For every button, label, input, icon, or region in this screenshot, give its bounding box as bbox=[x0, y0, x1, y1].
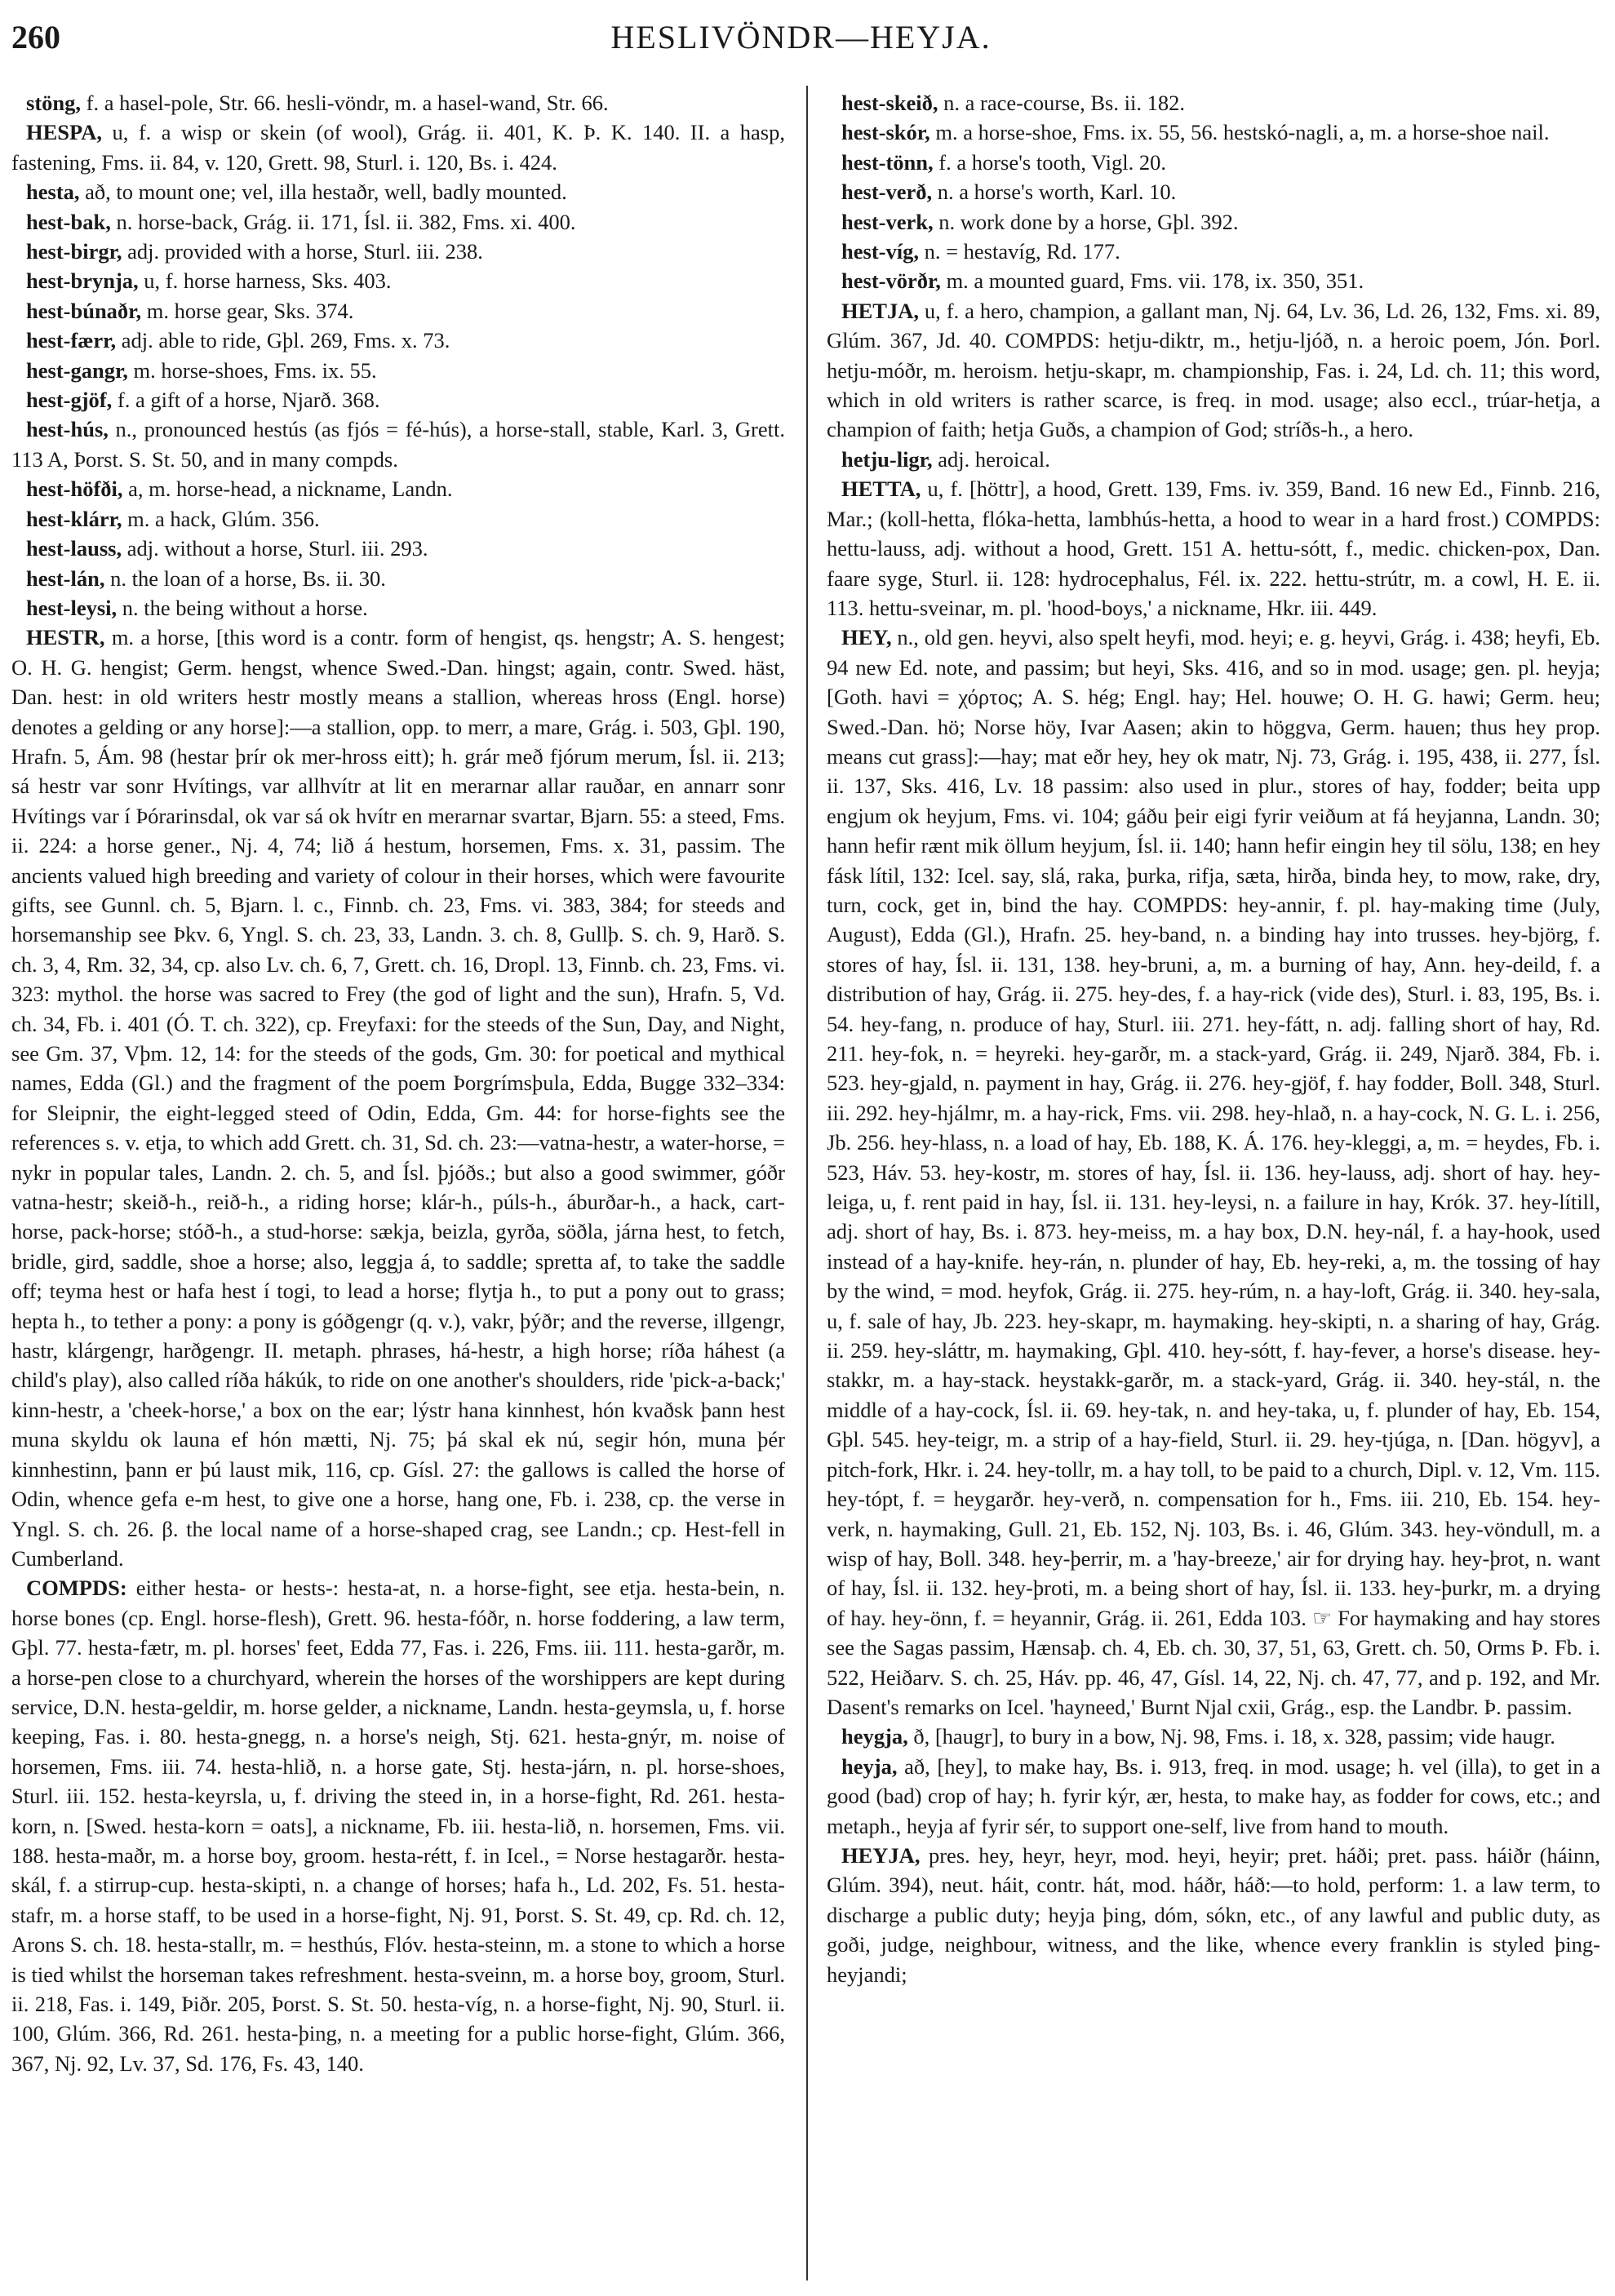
headword: hest-bak, bbox=[26, 209, 111, 234]
dictionary-entry bbox=[11, 266, 785, 295]
dictionary-entry bbox=[11, 385, 785, 414]
dictionary-entry bbox=[11, 296, 785, 326]
headword: heyja, bbox=[841, 1753, 898, 1779]
headword: hest-gjöf, bbox=[26, 388, 113, 413]
headword: hest-hús, bbox=[26, 417, 109, 442]
headword: hest-tönn, bbox=[841, 149, 934, 175]
headword: hest-leysi, bbox=[26, 595, 118, 620]
entry-text: a, m. horse-head, a nickname, Landn. bbox=[122, 476, 453, 502]
entry-text: f. a horse's tooth, Vigl. 20. bbox=[933, 149, 1166, 175]
dictionary-entry bbox=[827, 117, 1600, 147]
entry-text: pres. hey, heyr, heyr, mod. heyi, heyir; pret. háði; pret. pass. háiðr (háinn, Glúm. 394), neut. háit, contr. hát, mod. háðr, háð:—to hold, perform: 1. a law term, to discharge a public duty; heyja þing, dóm, sókn, etc., of any lawful and public duty, as goði, judge, neighbour, witness, and the like, whence every franklin is styled þing-heyjandi; bbox=[827, 1842, 1600, 1987]
entry-text: m. horse-shoes, Fms. ix. 55. bbox=[127, 357, 377, 383]
headword: HETTA, bbox=[841, 476, 921, 502]
entry-text: adj. heroical. bbox=[932, 446, 1050, 472]
dictionary-entry bbox=[11, 326, 785, 355]
entry-text: m. horse gear, Sks. 374. bbox=[141, 298, 354, 323]
headword: stöng, bbox=[26, 91, 82, 115]
headword: hetju-ligr, bbox=[841, 446, 933, 472]
entry-text: f. a hasel-pole, Str. 66. hesli-vöndr, m. a hasel-wand, Str. 66. bbox=[81, 91, 609, 115]
dictionary-entry bbox=[11, 237, 785, 266]
headword: HESPA, bbox=[26, 120, 103, 145]
entry-text: u, f. a hero, champion, a gallant man, Nj. 64, Lv. 36, Ld. 26, 132, Fms. xi. 89, Glúm. 367, Jd. 40. COMPDS: hetju-diktr, m., hetju-ljóð, n. a heroic poem, Jón. Þorl. hetju-móðr, m. heroism. hetju-skapr, m. championship, Fas. i. 24, Ld. ch. 11; this word, which in old writers is rather scarce, is freq. in mod. usage; also eccl., trúar-hetja, a champion of faith; hetja Guðs, a champion of God; stríðs-h., a hero. bbox=[827, 298, 1600, 442]
entry-text: n., old gen. heyvi, also spelt heyfi, mod. heyi; e. g. heyvi, Grág. i. 438; heyfi, Eb. 94 new Ed. note, and passim; but heyi, Sks. 416, and so in mod. usage; gen. pl. heyja; [Goth. havi = χόρτος; A. S. hég; Engl. hay; Hel. houwe; O. H. G. hawi; Germ. heu; Swed.-Dan. hö; Norse höy, Ivar Aasen; akin to höggva, Germ. hauen; thus hey prop. means cut grass]:—hay; mat eðr hey, hey ok matr, Nj. 73, Grág. i. 195, 438, ii. 277, Ísl. ii. 137, Sks. 416, Lv. 18 passim: also used in plur., stores of hay, fodder; beita upp engjum ok heyjum, Fms. vi. 104; gáðu þeir eigi fyrir veiðum at fá heyjanna, Landn. 30; hann hefir rænt mik öllum heyjum, Ísl. ii. 140; hann hefir eingin hey til sölu, 138; en hey fásk lítil, 132: Icel. say, slá, raka, þurka, rifja, sæta, hirða, binda hey, to mow, rake, dry, turn, cock, get in, bind the hay. COMPDS: hey-annir, f. pl. hay-making time (July, August), Edda (Gl.), Hrafn. 25. hey-band, n. a binding hay into trusses. hey-björg, f. stores of hay, Ísl. ii. 131, 138. hey-bruni, a, m. a burning of hay, Ann. hey-deild, f. a distribution of hay, Grág. ii. 275. hey-des, f. a hay-rick (vide des), Sturl. i. 83, 195, Bs. i. 54. hey-fang, n. produce of hay, Sturl. iii. 271. hey-fátt, n. adj. falling short of hay, Rd. 211. hey-fok, n. = heyreki. hey-garðr, m. a stack-yard, Grág. ii. 249, Njarð. 384, Fb. i. 523. hey-gjald, n. payment in hay, Grág. ii. 276. hey-gjöf, f. hay fodder, Boll. 348, Sturl. iii. 292. hey-hjálmr, m. a hay-rick, Fms. vii. 298. hey-hlað, n. a hay-cock, N. G. L. i. 256, Jb. 256. hey-hlass, n. a load of hay, Eb. 188, K. Á. 176. hey-kleggi, a, m. = heydes, Fb. i. 523, Háv. 53. hey-kostr, m. stores of hay, Ísl. ii. 136. hey-lauss, adj. short of hay. hey-leiga, u, f. rent paid in hay, Ísl. ii. 131. hey-leysi, n. a failure in hay, Krók. 37. hey-lítill, adj. short of hay, Bs. i. 873. hey-meiss, m. a hay box, D.N. hey-nál, f. a hay-hook, used instead of a hay-knife. hey-rán, n. plunder of hay, Eb. hey-reki, a, m. the tossing of hay by the wind, = mod. heyfok, Grág. ii. 275. hey-rúm, n. a hay-loft, Grág. ii. 340. hey-sala, u, f. sale of hay, Jb. 223. hey-skapr, m. haymaking. hey-skipti, n. a sharing of hay, Grág. ii. 259. hey-sláttr, m. haymaking, Gþl. 410. hey-sótt, f. hay-fever, a horse's disease. hey-stakkr, m. a hay-stack. heystakk-garðr, m. a stack-yard, Grág. ii. 340. hey-stál, n. the middle of a hay-cock, Ísl. ii. 69. hey-tak, n. and hey-taka, u, f. plunder of hay, Eb. 154, Gþl. 545. hey-teigr, m. a strip of a hay-field, Sturl. ii. 29. hey-tjúga, n. [Dan. högyv], a pitch-fork, Hkr. i. 24. hey-tollr, m. a hay toll, to be paid to a church, Dipl. v. 12, Vm. 115. hey-tópt, f. = heygarðr. hey-verð, n. compensation for h., Fms. iii. 210, Eb. 154. hey-verk, n. haymaking, Gull. 21, Eb. 152, Nj. 103, Bs. i. 46, Glúm. 343. hey-vöndull, m. a wisp of hay, Boll. 348. hey-þerrir, m. a 'hay-breeze,' air for drying hay. hey-þrot, n. want of hay, Ísl. ii. 132. hey-þroti, m. a being short of hay, Ísl. ii. 133. hey-þurkr, m. a drying of hay. hey-önn, f. = heyannir, Grág. ii. 261, Edda 103. ☞ For haymaking and hay stores see the Sagas passim, Hænsaþ. ch. 4, Eb. ch. 30, 37, 51, 63, Grett. ch. 50, Orms Þ. Fb. i. 522, Heiðarv. S. ch. 25, Háv. pp. 46, 47, Gísl. 14, 22, Nj. ch. 47, 77, and p. 192, and Mr. Dasent's remarks on Icel. 'hayneed,' Burnt Njal cxii, Grág., esp. the Landbr. Þ. passim. bbox=[827, 625, 1600, 1719]
dictionary-entry bbox=[11, 1573, 785, 2078]
column-divider bbox=[806, 86, 808, 2280]
entry-text: f. a gift of a horse, Njarð. 368. bbox=[112, 388, 380, 413]
dictionary-entry bbox=[827, 177, 1600, 206]
headword: hest-brynja, bbox=[26, 268, 139, 294]
entry-text: n. a horse's worth, Karl. 10. bbox=[932, 180, 1177, 205]
headword: hest-birgr, bbox=[26, 239, 122, 264]
left-column bbox=[11, 88, 785, 2078]
headword: hest-verk, bbox=[841, 209, 934, 234]
headword: hest-höfði, bbox=[26, 476, 123, 502]
headword: hest-skeið, bbox=[841, 91, 938, 115]
entry-text: n., pronounced hestús (as fjós = fé-hús), a horse-stall, stable, Karl. 3, Grett. 113 A, Þorst. S. St. 50, and in many compds. bbox=[11, 417, 785, 472]
headword: hest-klárr, bbox=[26, 506, 122, 531]
dictionary-entry bbox=[11, 593, 785, 623]
entry-text: u, f. a wisp or skein (of wool), Grág. ii. 401, K. Þ. K. 140. II. a hasp, fastening, Fms. ii. 84, v. 120, Grett. 98, Sturl. i. 120, Bs. i. 424. bbox=[11, 120, 785, 175]
dictionary-entry bbox=[827, 296, 1600, 445]
dictionary-entry bbox=[827, 1752, 1600, 1841]
dictionary-entry bbox=[827, 445, 1600, 474]
right-column bbox=[827, 88, 1600, 1989]
dictionary-entry bbox=[827, 474, 1600, 623]
entry-text: m. a hack, Glúm. 356. bbox=[122, 506, 320, 531]
entry-text: m. a mounted guard, Fms. vii. 178, ix. 350, 351. bbox=[940, 268, 1364, 294]
dictionary-entry bbox=[827, 88, 1600, 117]
dictionary-entry bbox=[11, 117, 785, 177]
dictionary-entry bbox=[827, 1841, 1600, 1989]
headword: HESTR, bbox=[26, 625, 105, 650]
headword: heygja, bbox=[841, 1724, 908, 1749]
entry-text: adj. provided with a horse, Sturl. iii. 238. bbox=[122, 239, 483, 264]
headword: hest-lauss, bbox=[26, 536, 122, 561]
entry-text: m. a horse, [this word is a contr. form of hengist, qs. hengstr; A. S. hengest; O. H. G. hengist; Germ. hengst, whence Swed.-Dan. hingst; again, contr. Swed. häst, Dan. hest: in old writers hestr mostly means a stallion, whereas hross (Engl. horse) denotes a gelding or any horse]:—a stallion, opp. to merr, a mare, Grág. i. 503, Gþl. 190, Hrafn. 5, Ám. 98 (hestar þrír ok mer-hross eitt); h. grár með fjórum merum, Ísl. ii. 213; sá hestr var sonr Hvítings, var allhvítr at lit en merarnar allar rauðar, en annarr sonr Hvítings var í Þórarinsdal, ok var sá ok hvítr en merarnar svartar, Bjarn. 55: a steed, Fms. ii. 224: a horse gener., Nj. 4, 74; lið á hestum, horsemen, Fms. x. 31, passim. The ancients valued high breeding and variety of colour in their horses, which were favourite gifts, see Gunnl. ch. 5, Bjarn. l. c., Finnb. ch. 23, Fms. vi. 383, 384; for steeds and horsemanship see Þkv. 6, Yngl. S. ch. 23, 33, Landn. 3. ch. 8, Gullþ. S. ch. 9, Harð. S. ch. 3, 4, Rm. 32, 34, cp. also Lv. ch. 6, 7, Grett. ch. 16, Dropl. 13, Finnb. ch. 23, Fms. vi. 323: mythol. the horse was sacred to Frey (the god of light and the sun), Hrafn. 5, Vd. ch. 34, Fb. i. 401 (Ó. T. ch. 322), cp. Freyfaxi: for the steeds of the Sun, Day, and Night, see Gm. 37, Vþm. 12, 14: for the steeds of the gods, Gm. 30: for poetical and mythical names, Edda (Gl.) and the fragment of the poem Þorgrímsþula, Edda, Bugge 332–334: for Sleipnir, the eight-legged steed of Odin, Edda, Gm. 44: for horse-fights see the references s. v. etja, to which add Grett. ch. 31, Sd. ch. 23:—vatna-hestr, a water-horse, = nykr in popular tales, Landn. 2. ch. 5, and Ísl. þjóðs.; but also a good swimmer, góðr vatna-hestr; skeið-h., reið-h., a riding horse; klár-h., púls-h., áburðar-h., a hack, cart-horse, pack-horse; stóð-h., a stud-horse: sækja, beizla, gyrða, söðla, járna hest, to fetch, bridle, gird, saddle, shoe a horse; also, leggja á, to saddle; spretta af, to take the saddle off; teyma hest or hafa hest í togi, to lead a horse; flytja h., to put a pony out to grass; hepta h., to tether a pony: a pony is góðgengr (q. v.), vakr, þýðr; and the reverse, illgengr, hastr, klárgengr, harðgengr. II. metaph. phrases, há-hestr, a high horse; ríða háhest (a child's play), also called ríða hákúk, to ride on one another's shoulders, ride 'pick-a-back;' kinn-hestr, a 'cheek-horse,' a box on the ear; lýstr hana kinnhest, hón kvaðsk þann hest muna skyldu ok launa ef hón mætti, Nj. 75; þá skal ek nú, segir hón, muna þér kinnhestinn, þann er þú laust mik, 116, cp. Gísl. 27: the gallows is called the horse of Odin, whence gefa e-m hest, to give one a horse, hang one, Fb. i. 238, cp. the verse in Yngl. S. ch. 26. β. the local name of a horse-shaped crag, see Landn.; cp. Hest-fell in Cumberland. bbox=[11, 625, 785, 1571]
headword: hest-víg, bbox=[841, 239, 919, 264]
running-title: HESLIVÖNDR—HEYJA. bbox=[610, 19, 992, 55]
headword: hest-gangr, bbox=[26, 357, 128, 383]
headword: hest-búnaðr, bbox=[26, 298, 142, 323]
entry-text: n. the being without a horse. bbox=[117, 595, 368, 620]
entry-text: að, to mount one; vel, illa hestaðr, well, badly mounted. bbox=[79, 180, 567, 205]
dictionary-entry bbox=[827, 237, 1600, 266]
entry-text: n. work done by a horse, Gþl. 392. bbox=[933, 209, 1239, 234]
entry-text: u, f. horse harness, Sks. 403. bbox=[138, 268, 392, 294]
dictionary-entry bbox=[11, 504, 785, 534]
dictionary-entry bbox=[827, 1722, 1600, 1751]
page-header bbox=[11, 18, 1591, 67]
dictionary-entry bbox=[827, 266, 1600, 295]
dictionary-entry bbox=[827, 623, 1600, 1722]
headword: HEY, bbox=[841, 625, 892, 650]
headword: hest-vörðr, bbox=[841, 268, 941, 294]
dictionary-entry bbox=[11, 356, 785, 385]
dictionary-entry bbox=[11, 88, 785, 117]
entry-text: m. a horse-shoe, Fms. ix. 55, 56. hestskó-nagli, a, m. a horse-shoe nail. bbox=[930, 120, 1550, 145]
entry-text: u, f. [höttr], a hood, Grett. 139, Fms. iv. 359, Band. 16 new Ed., Finnb. 216, Mar.; (koll-hetta, flóka-hetta, lambhús-hetta, a hood to wear in a hard frost.) COMPDS: hettu-lauss, adj. without a hood, Grett. 151 A. hettu-sótt, f., medic. chicken-pox, Dan. faare syge, Sturl. ii. 128: hydrocephalus, Fél. ix. 222. hettu-strútr, m. a cowl, H. E. ii. 113. hettu-sveinar, m. pl. 'hood-boys,' a nickname, Hkr. iii. 449. bbox=[827, 476, 1600, 620]
dictionary-entry bbox=[11, 534, 785, 563]
entry-text: n. = hestavíg, Rd. 177. bbox=[918, 239, 1120, 264]
entry-text: adj. able to ride, Gþl. 269, Fms. x. 73. bbox=[116, 328, 450, 353]
entry-text: ð, [haugr], to bury in a bow, Nj. 98, Fms. i. 18, x. 328, passim; vide haugr. bbox=[907, 1724, 1555, 1749]
page-number: 260 bbox=[11, 19, 60, 55]
entry-text: n. the loan of a horse, Bs. ii. 30. bbox=[104, 565, 386, 591]
headword: HETJA, bbox=[841, 298, 919, 323]
headword: hest-færr, bbox=[26, 328, 117, 353]
headword: hest-skór, bbox=[841, 120, 930, 145]
entry-text: either hesta- or hests-: hesta-at, n. a horse-fight, see etja. hesta-bein, n. horse bones (cp. Engl. horse-flesh), Grett. 96. hesta-fóðr, n. horse foddering, a law term, Gþl. 77. hesta-fætr, m. pl. horses' feet, Edda 77, Fas. i. 226, Fms. iii. 111. hesta-garðr, m. a horse-pen close to a churchyard, wherein the horses of the worshippers are kept during service, D.N. hesta-geldir, m. horse gelder, a nickname, Landn. hesta-geymsla, u, f. horse keeping, Fas. i. 80. hesta-gnegg, n. a horse's neigh, Stj. 621. hesta-gnýr, m. noise of horsemen, Fms. iii. 74. hesta-hlið, n. a horse gate, Stj. hesta-járn, n. pl. horse-shoes, Sturl. iii. 152. hesta-keyrsla, u, f. driving the steed in, in a horse-fight, Rd. 261. hesta-korn, n. [Swed. hesta-korn = oats], a nickname, Fb. iii. hesta-lið, n. horsemen, Fms. vii. 188. hesta-maðr, m. a horse boy, groom. hesta-rétt, f. in Icel., = Norse hestagarðr. hesta-skál, f. a stirrup-cup. hesta-skipti, n. a change of horses; hafa h., Ld. 202, Fs. 51. hesta-stafr, m. a horse staff, to be used in a horse-fight, Nj. 91, Þorst. S. St. 49, cp. Rd. ch. 12, Arons S. ch. 18. hesta-stallr, m. = hesthús, Flóv. hesta-steinn, m. a stone to which a horse is tied whilst the horseman takes refreshment. hesta-sveinn, m. a horse boy, groom, Sturl. ii. 218, Fas. i. 149, Þiðr. 205, Þorst. S. St. 50. hesta-víg, n. a horse-fight, Nj. 90, Sturl. ii. 100, Glúm. 366, Rd. 261. hesta-þing, n. a meeting for a public horse-fight, Glúm. 366, 367, Nj. 92, Lv. 37, Sd. 176, Fs. 43, 140. bbox=[11, 1576, 785, 2076]
headword: hest-verð, bbox=[841, 180, 933, 205]
dictionary-entry bbox=[827, 207, 1600, 237]
dictionary-entry bbox=[11, 207, 785, 237]
entry-text: að, [hey], to make hay, Bs. i. 913, freq. in mod. usage; h. vel (illa), to get in a good (bad) crop of hay; h. fyrir kýr, ær, hesta, to make hay, as fodder for cows, etc.; and metaph., heyja af fyrir sér, to support one-self, live from hand to mouth. bbox=[827, 1753, 1600, 1838]
headword: hesta, bbox=[26, 180, 80, 205]
dictionary-entry bbox=[11, 177, 785, 206]
dictionary-entry bbox=[11, 414, 785, 474]
entry-text: adj. without a horse, Sturl. iii. 293. bbox=[122, 536, 428, 561]
dictionary-entry bbox=[827, 148, 1600, 177]
entry-text: n. horse-back, Grág. ii. 171, Ísl. ii. 382, Fms. xi. 400. bbox=[110, 209, 576, 234]
entry-text: n. a race-course, Bs. ii. 182. bbox=[938, 91, 1185, 115]
dictionary-entry bbox=[11, 564, 785, 593]
headword: HEYJA, bbox=[841, 1842, 921, 1868]
dictionary-entry bbox=[11, 623, 785, 1573]
headword: COMPDS: bbox=[26, 1576, 127, 1601]
dictionary-entry bbox=[11, 474, 785, 503]
headword: hest-lán, bbox=[26, 565, 105, 591]
